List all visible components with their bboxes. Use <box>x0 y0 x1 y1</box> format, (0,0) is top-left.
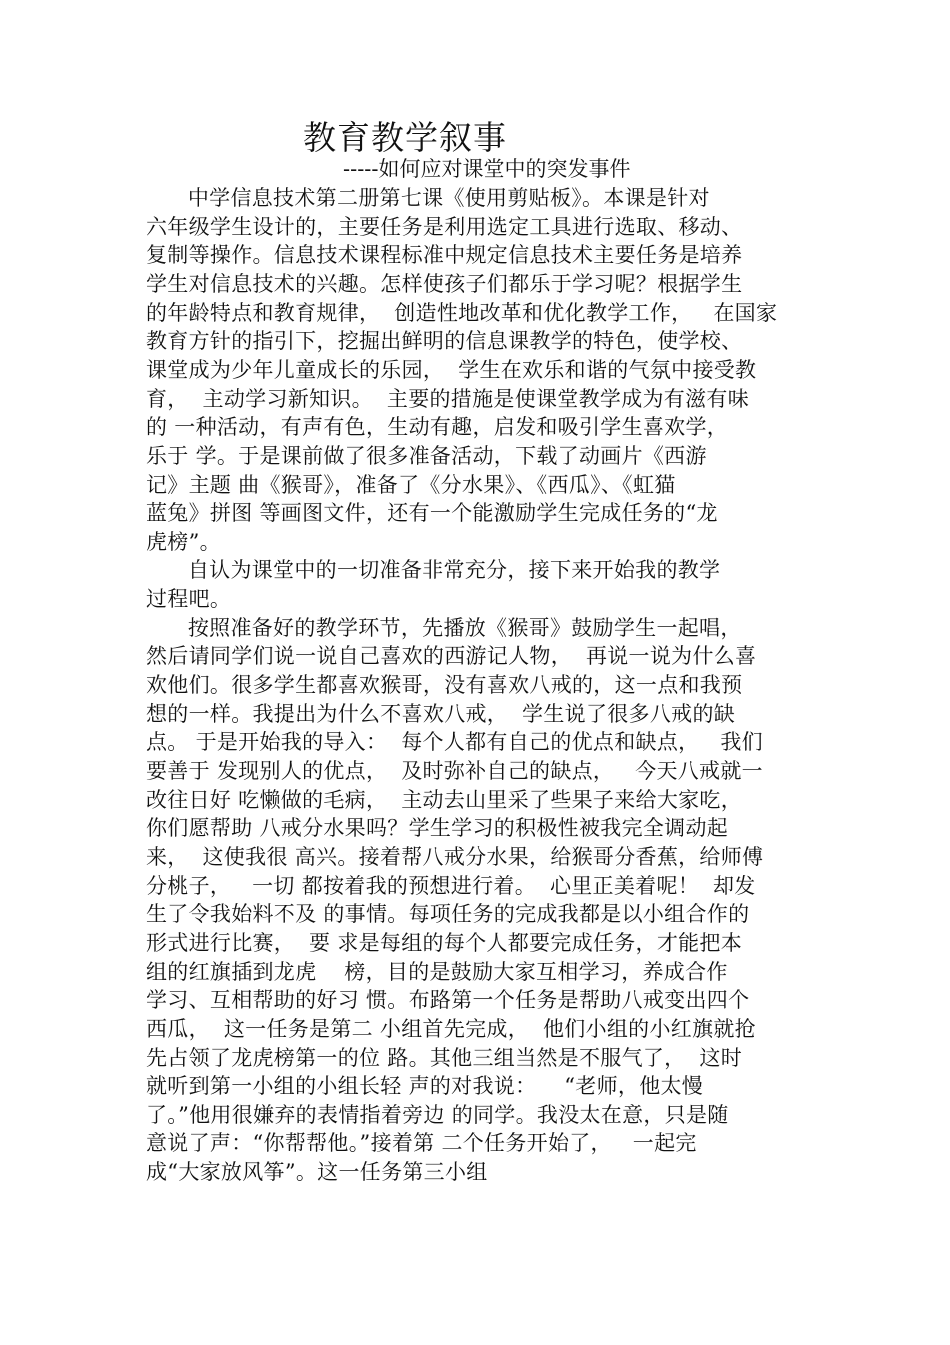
body-line: 改往日好 吃懒做的毛病， 主动去山里采了些果子来给大家吃， <box>146 788 743 812</box>
body-line: 蓝兔》拼图 等画图文件，还有一个能激励学生完成任务的“龙 <box>146 501 718 525</box>
body-line: 先占领了龙虎榜第一的位 路。其他三组当然是不服气了， 这时 <box>146 1046 743 1070</box>
body-line: 形式进行比赛， 要 求是每组的每个人都要完成任务，才能把本 <box>146 931 743 955</box>
body-line: 分桃子， 一切 都按着我的预想进行着。 心里正美着呢！ 却发 <box>146 874 756 898</box>
body-line: 了。”他用很嫌弃的表情指着旁边 的同学。我没太在意，只是随 <box>146 1103 729 1127</box>
body-line: 学习、互相帮助的好习 惯。布路第一个任务是帮助八戒变出四个 <box>146 988 750 1012</box>
body-line: 复制等操作。信息技术课程标准中规定信息技术主要任务是培养 <box>146 243 743 267</box>
body-line: 课堂成为少年儿童成长的乐园， 学生在欢乐和谐的气氛中接受教 <box>146 358 757 382</box>
body-line: 想的一样。我提出为什么不喜欢八戒， 学生说了很多八戒的缺 <box>146 702 736 726</box>
body-line: 按照准备好的教学环节，先播放《猴哥》鼓励学生一起唱， <box>146 616 742 640</box>
body-line: 六年级学生设计的，主要任务是利用选定工具进行选取、移动、 <box>146 215 743 239</box>
body-line: 成“大家放风筝”。这一任务第三小组 <box>146 1160 488 1184</box>
body-line: 组的红旗插到龙虎 榜，目的是鼓励大家互相学习，养成合作 <box>146 960 728 984</box>
body-line: 生了令我始料不及 的事情。每项任务的完成我都是以小组合作的 <box>146 902 750 926</box>
body-line: 学生对信息技术的兴趣。怎样使孩子们都乐于学习呢？根据学生 <box>146 272 743 296</box>
body-line: 的 一种活动，有声有色，生动有趣，启发和吸引学生喜欢学， <box>146 415 729 439</box>
body-line: 虎榜”。 <box>146 530 221 554</box>
document-title: 教育教学叙事 <box>303 118 507 157</box>
body-line: 就听到第一小组的小组长轻 声的对我说： “老师，他太慢 <box>146 1074 704 1098</box>
body-line: 记》主题 曲《猴哥》，准备了《分水果》、《西瓜》、《虹猫 <box>146 473 676 497</box>
document-subtitle: -----如何应对课堂中的突发事件 <box>343 157 631 181</box>
body-line: 你们愿帮助 八戒分水果吗？学生学习的积极性被我完全调动起 <box>146 816 729 840</box>
body-line: 过程吧。 <box>146 587 232 611</box>
body-line: 乐于 学。于是课前做了很多准备活动，下载了动画片《西游 <box>146 444 707 468</box>
body-line: 来， 这使我很 高兴。接着帮八戒分水果，给猴哥分香蕉，给师傅 <box>146 845 764 869</box>
body-line: 然后请同学们说一说自己喜欢的西游记人物， 再说一说为什么喜 <box>146 644 757 668</box>
body-line: 的年龄特点和教育规律， 创造性地改革和优化教学工作， 在国家 <box>146 301 778 325</box>
body-line: 育， 主动学习新知识。 主要的措施是使课堂教学成为有滋有味 <box>146 387 749 411</box>
body-line: 中学信息技术第二册第七课《使用剪贴板》。本课是针对 <box>146 186 710 210</box>
body-line: 西瓜， 这一任务是第二 小组首先完成， 他们小组的小红旗就抢 <box>146 1017 756 1041</box>
body-line: 教育方针的指引下，挖掘出鲜明的信息课教学的特色，使学校、 <box>146 329 743 353</box>
body-line: 点。 于是开始我的导入： 每个人都有自己的优点和缺点， 我们 <box>146 730 763 754</box>
body-line: 欢他们。很多学生都喜欢猴哥，没有喜欢八戒的，这一点和我预 <box>146 673 743 697</box>
body-line: 要善于 发现别人的优点， 及时弥补自己的缺点， 今天八戒就一 <box>146 759 763 783</box>
body-line: 自认为课堂中的一切准备非常充分，接下来开始我的教学 <box>146 558 721 582</box>
body-line: 意说了声：“你帮帮他。”接着第 二个任务开始了， 一起完 <box>146 1131 697 1155</box>
